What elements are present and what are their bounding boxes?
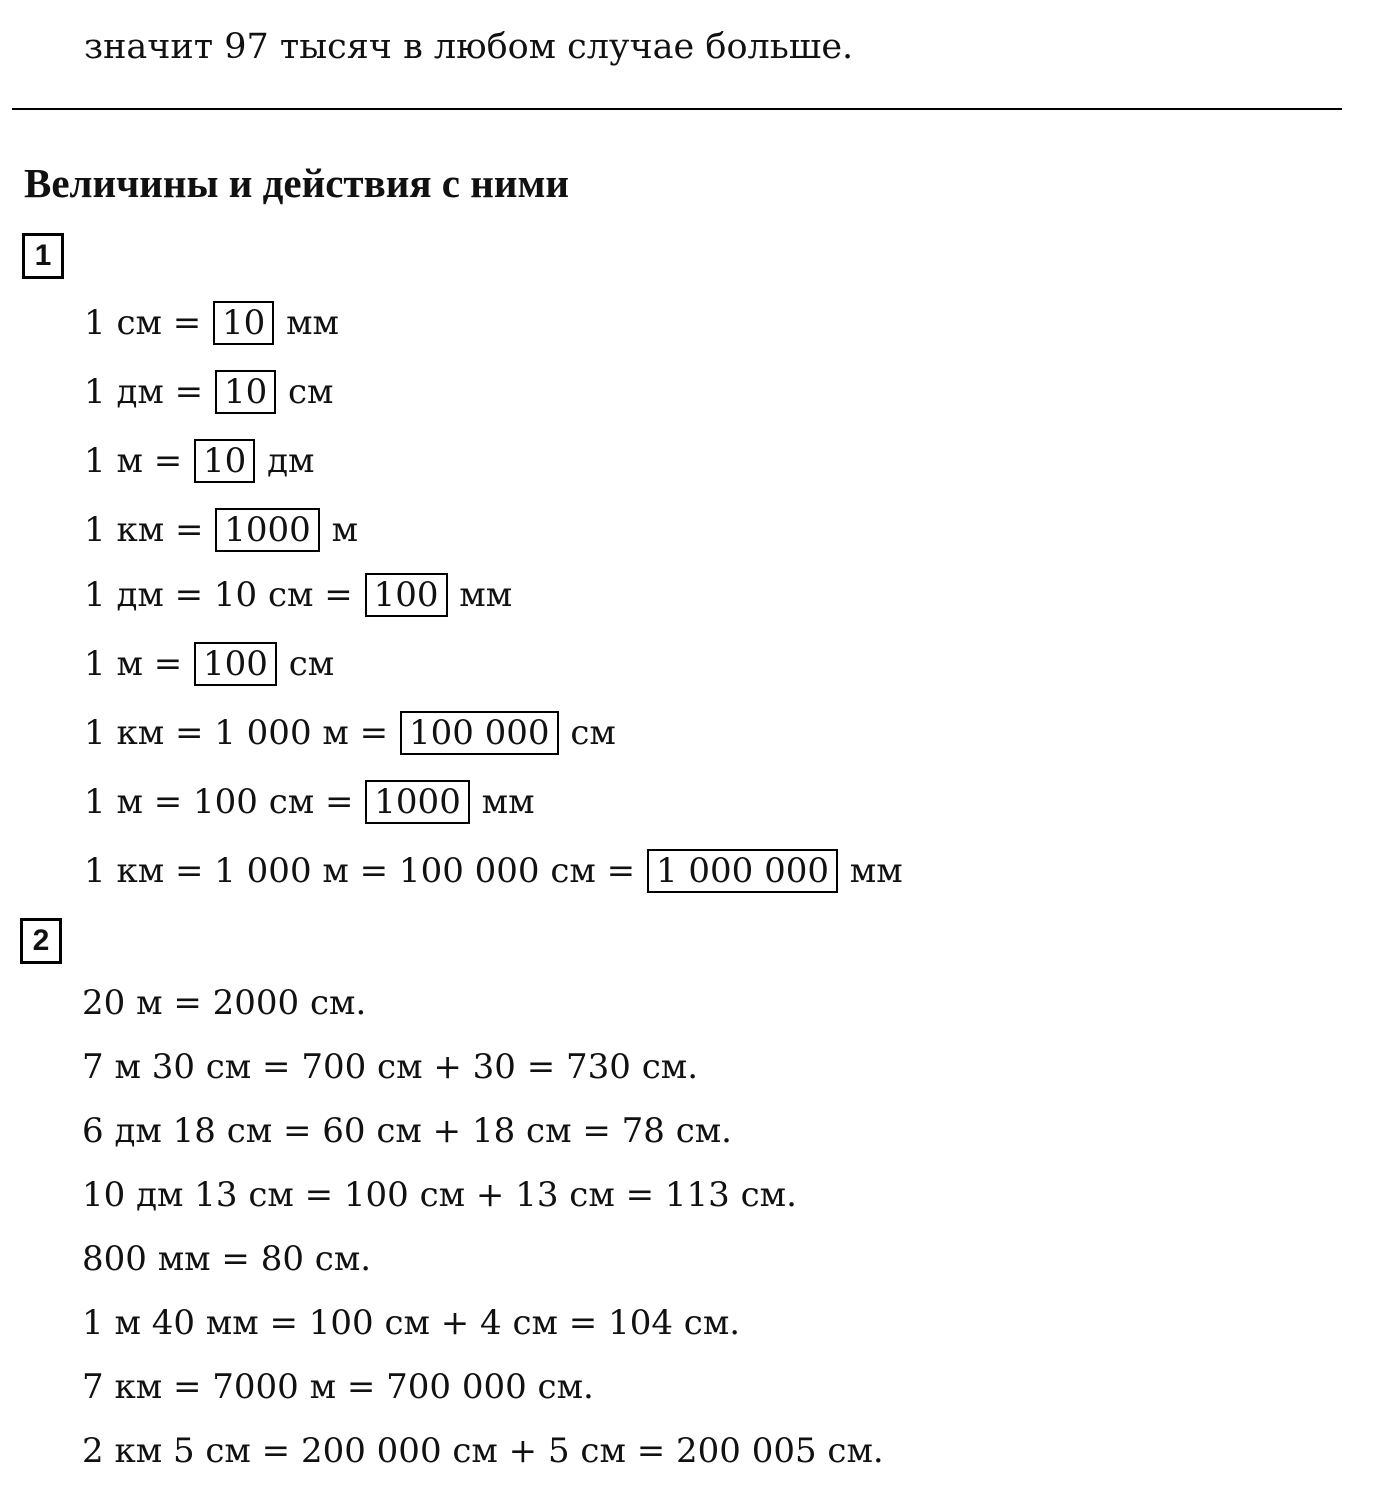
conversion-row <box>84 710 616 756</box>
intro-text: значит 97 тысяч в любом случае больше. <box>84 27 854 67</box>
solution-line: 7 м 30 см = 700 см + 30 = 730 см. <box>82 1047 699 1087</box>
task-2-number: 2 <box>20 918 62 964</box>
unit: дм <box>256 441 315 481</box>
conversion-row <box>84 641 334 687</box>
conversion-row <box>84 369 334 415</box>
expression: 1 дм = 10 см = <box>84 575 364 615</box>
solution-line: 2 км 5 см = 200 000 см + 5 см = 200 005 см. <box>82 1431 884 1471</box>
solution-line: 6 дм 18 см = 60 см + 18 см = 78 см. <box>82 1111 732 1151</box>
conversion-row <box>84 779 535 825</box>
unit: см <box>277 644 335 684</box>
expression: 1 км = <box>84 510 215 550</box>
solution-line: 800 мм = 80 см. <box>82 1239 372 1279</box>
expression: 1 м = 100 см = <box>84 782 365 822</box>
task-1-number: 1 <box>22 233 64 279</box>
answer-box: 1000 <box>215 508 320 552</box>
answer-box: 10 <box>215 370 276 414</box>
unit: мм <box>275 303 339 343</box>
conversion-row <box>84 507 358 553</box>
unit: см <box>277 372 334 412</box>
expression: 1 м = <box>84 644 193 684</box>
section-title: Величины и действия с ними <box>24 160 570 206</box>
expression: 1 км = 1 000 м = 100 000 см = <box>84 851 646 891</box>
answer-box: 10 <box>194 439 255 483</box>
conversion-row <box>84 572 512 618</box>
expression: 1 см = <box>84 303 213 343</box>
answer-box: 100 <box>194 642 277 686</box>
solution-line: 7 км = 7000 м = 700 000 см. <box>82 1367 594 1407</box>
unit: м <box>320 510 359 550</box>
solution-line: 1 м 40 мм = 100 см + 4 см = 104 см. <box>82 1303 741 1343</box>
solution-line: 10 дм 13 см = 100 см + 13 см = 113 см. <box>82 1175 797 1215</box>
unit: мм <box>838 851 903 891</box>
divider-line <box>12 108 1342 110</box>
solution-line: 20 м = 2000 см. <box>82 983 367 1023</box>
unit: мм <box>470 782 535 822</box>
answer-box: 100 000 <box>400 711 559 755</box>
expression: 1 км = 1 000 м = <box>84 713 399 753</box>
conversion-row <box>84 438 314 484</box>
answer-box: 1000 <box>365 780 470 824</box>
answer-box: 10 <box>213 301 274 345</box>
unit: см <box>559 713 616 753</box>
expression: 1 дм = <box>84 372 214 412</box>
unit: мм <box>448 575 513 615</box>
conversion-row <box>84 300 339 346</box>
expression: 1 м = <box>84 441 193 481</box>
conversion-row <box>84 848 903 894</box>
answer-box: 1 000 000 <box>647 849 838 893</box>
answer-box: 100 <box>365 573 448 617</box>
